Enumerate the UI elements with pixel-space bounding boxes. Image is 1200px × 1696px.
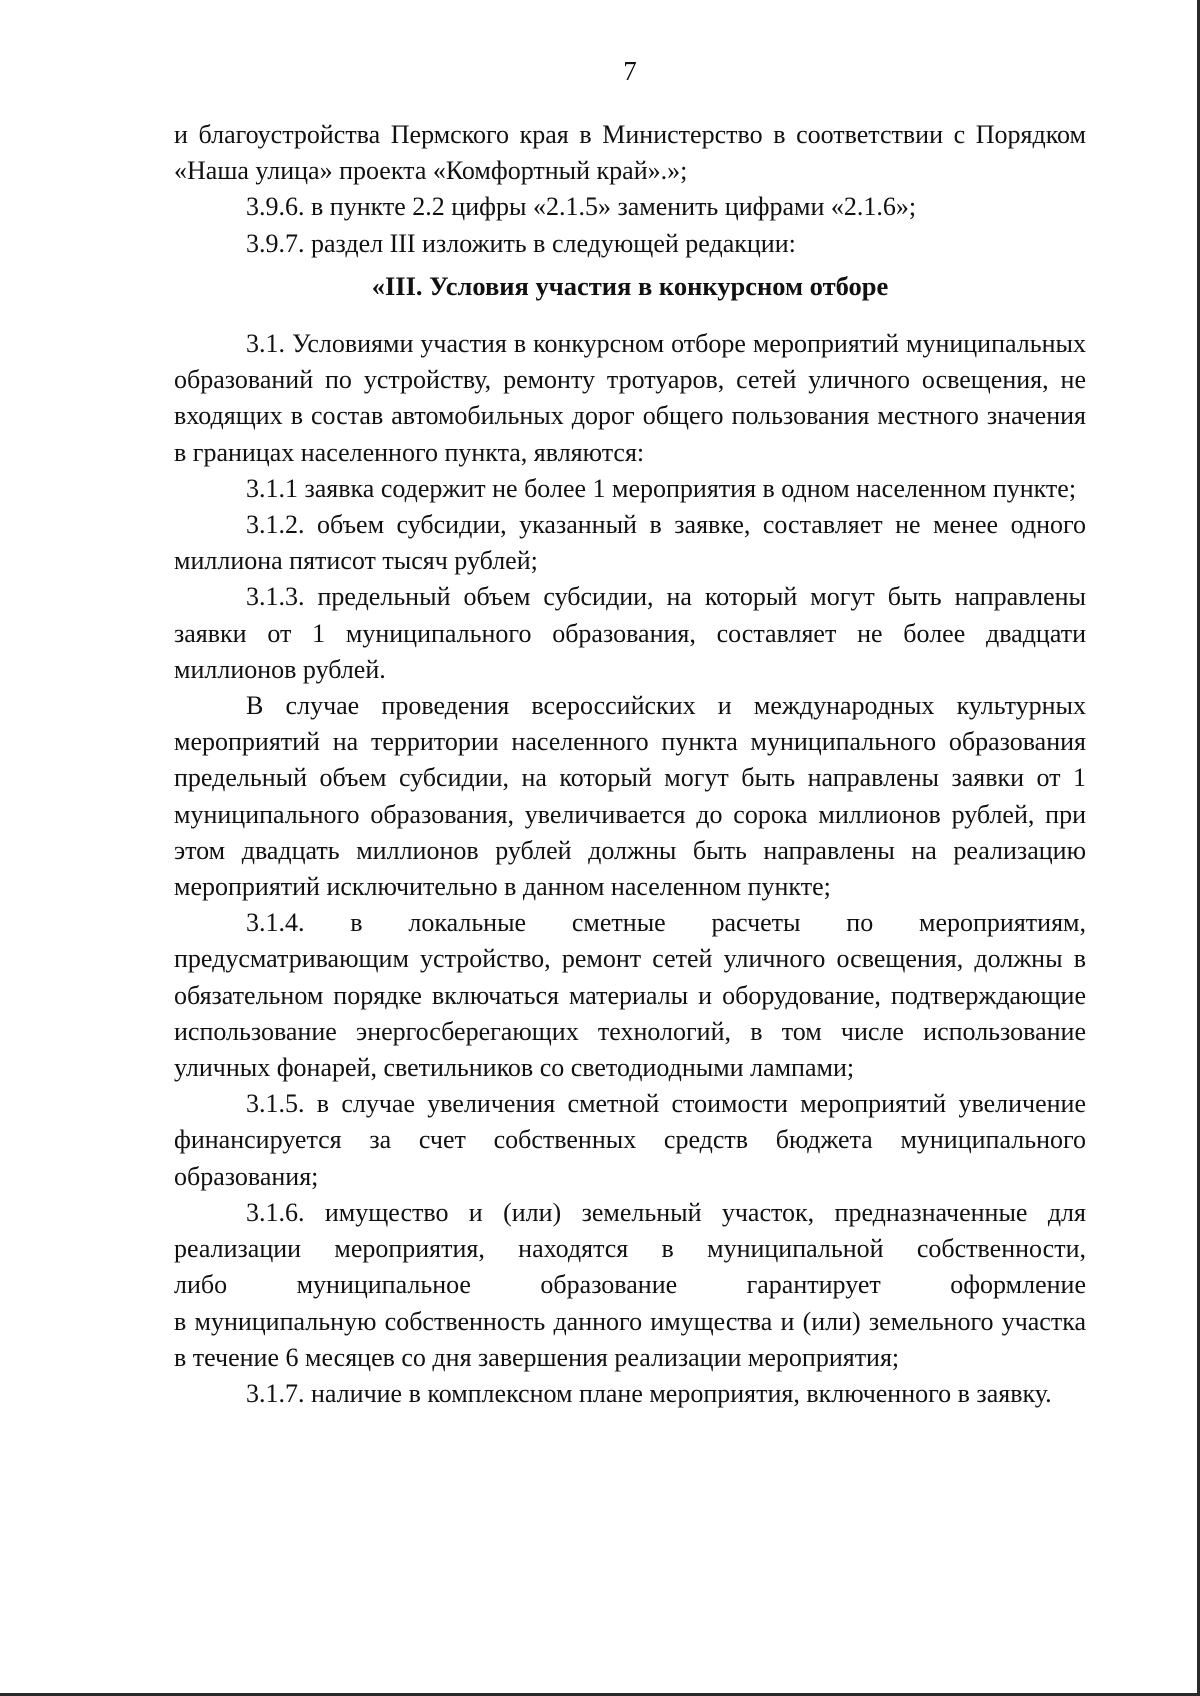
paragraph-3-1: 3.1. Условиями участия в конкурсном отборе мероприятий муниципальных образований по устройству, ремонту тротуаров, сетей уличного освещения, не входящих в состав автомобильных дорог общего пользования местного значения в границах населенного пункта, являются:	[174, 329, 1086, 467]
paragraph-3-1-5: 3.1.5. в случае увеличения сметной стоимости мероприятий увеличение финансируется за счет собственных средств бюджета муниципального образования;	[174, 1089, 1086, 1191]
paragraph-3-1-6-part1: 3.1.6. имущество и (или) земельный участок, предназначенные для реализации мероприятия, находятся в муниципальной собственности,	[174, 1197, 1086, 1264]
document-body	[174, 117, 1086, 1412]
paragraph-3-1-2: 3.1.2. объем субсидии, указанный в заявке, составляет не менее одного миллиона пятисот тысяч рублей;	[174, 510, 1086, 576]
paragraph-3-1-6-part3: в муниципальную собственность данного имущества и (или) земельного участка в течение 6 месяцев со дня завершения реализации мероприятия;	[174, 1306, 1086, 1372]
paragraph-3-1-7: 3.1.7. наличие в комплексном плане мероприятия, включенного в заявку.	[246, 1378, 1052, 1408]
paragraph-cultural-events: В случае проведения всероссийских и международных культурных мероприятий на территории населенного пункта муниципального образования предельный объем субсидии, на который могут быть направлены заявки от 1 муниципального образования, увеличивается до сорока миллионов рублей, при этом двадцать миллионов рублей должны быть направлены на реализацию мероприятий исключительно в данном населенном пункте;	[174, 691, 1086, 902]
paragraph-3-1-3: 3.1.3. предельный объем субсидии, на который могут быть направлены заявки от 1 муниципального образования, составляет не более двадцати миллионов рублей.	[174, 582, 1086, 684]
page-number: 7	[623, 56, 637, 86]
section-heading: «III. Условия участия в конкурсном отборе	[371, 270, 889, 301]
paragraph-continuation: и благоустройства Пермского края в Министерство в соответствии с Порядком «Наша улица» проекта «Комфортный край».»;	[174, 120, 1086, 186]
paragraph-3-1-4: 3.1.4. в локальные сметные расчеты по мероприятиям, предусматривающим устройство, ремонт сетей уличного освещения, должны в обязательном порядке включаться материалы и оборудование, подтверждающие использование энергосберегающих технологий, в том числе использование уличных фонарей, светильников со светодиодными лампами;	[174, 908, 1086, 1083]
paragraph-3-1-1: 3.1.1 заявка содержит не более 1 мероприятия в одном населенном пункте;	[246, 473, 1077, 503]
paragraph-3-9-6: 3.9.6. в пункте 2.2 цифры «2.1.5» заменить цифрами «2.1.6»;	[246, 192, 917, 222]
paragraph-3-1-6-part2: либо муниципальное образование гарантирует оформление	[174, 1270, 1086, 1300]
paragraph-3-9-7: 3.9.7. раздел III изложить в следующей редакции:	[246, 228, 796, 258]
